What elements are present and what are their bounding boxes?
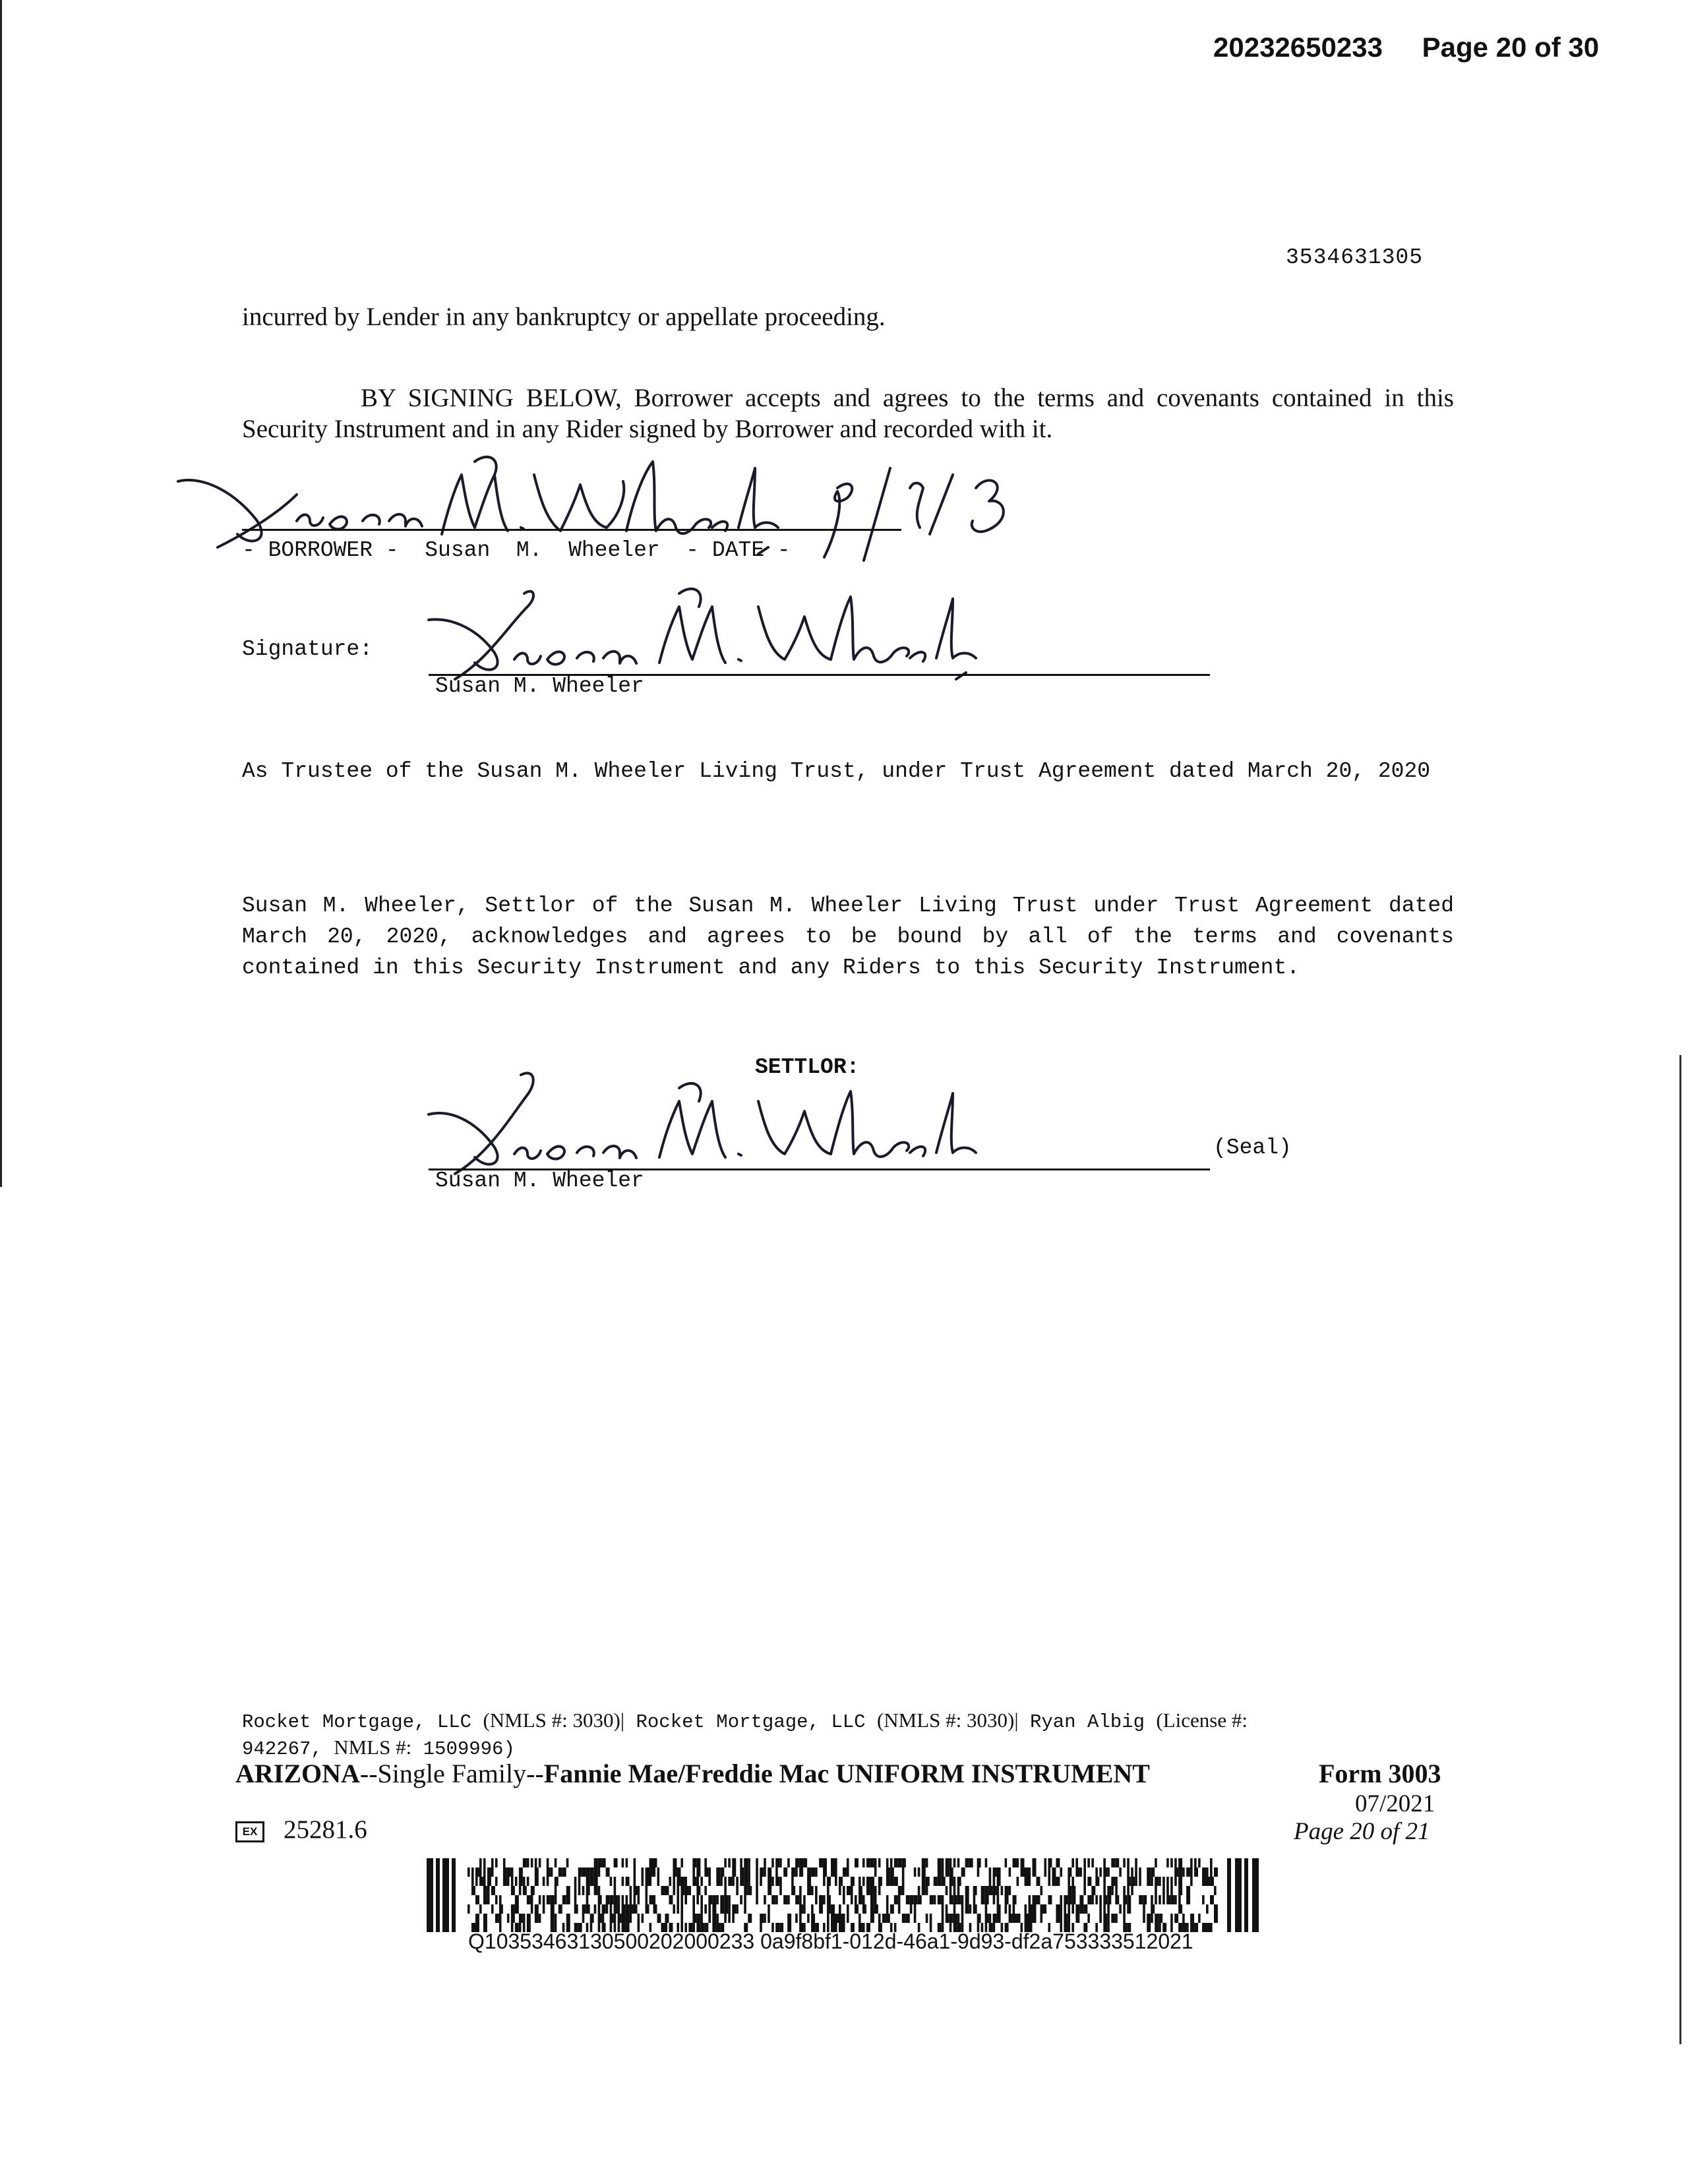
page-info: Page 20 of 30 [1422, 32, 1600, 63]
borrower-label: - BORROWER - Susan M. Wheeler - DATE - [242, 538, 791, 562]
lender-nmls-2: (NMLS #: 3030) [876, 1709, 1015, 1732]
signature-name: Susan M. Wheeler [435, 674, 644, 698]
lender-name-1: Rocket Mortgage, LLC [242, 1711, 472, 1733]
form-state: ARIZONA [235, 1759, 360, 1788]
license-number: 942267, [242, 1738, 322, 1760]
nmls-label: NMLS #: [334, 1736, 412, 1759]
form-date: 07/2021 [1355, 1790, 1435, 1817]
recording-header [1213, 32, 1599, 63]
barcode-icon [427, 1858, 1263, 1932]
settlor-paragraph: Susan M. Wheeler, Settlor of the Susan M. Wheeler Living Trust under Trust Agreement dated March 20, 2020, acknowledges and agrees to be bound by all of the terms and covenants contained in this Security Instrument and any Riders to this Security Instrument. [242, 894, 1454, 980]
doc-code: 25281.6 [284, 1815, 367, 1844]
scan-edge-right [1679, 1055, 1681, 2044]
paragraph-incurred: incurred by Lender in any bankruptcy or appellate proceeding. [242, 303, 886, 331]
form-number: Form 3003 [1319, 1759, 1441, 1788]
ex-icon: EX [235, 1821, 264, 1842]
barcode-text: Q10353463130500202000233 0a9f8bf1-012d-46a1-9d93-df2a753333512021 [468, 1929, 1193, 1953]
recording-number: 20232650233 [1213, 32, 1383, 63]
paragraph-signing-text: BY SIGNING BELOW, Borrower accepts and agrees to the terms and covenants contained in this Security Instrument and in any Rider signed by Borrower and recorded with it. [242, 384, 1454, 443]
seal-label: (Seal) [1213, 1136, 1292, 1160]
settlor-label: SETTLOR: [755, 1055, 860, 1079]
footer-lender-info [242, 1708, 1402, 1762]
separator-2: | [1014, 1709, 1019, 1732]
originator-name: Ryan Albig [1029, 1711, 1145, 1733]
lender-nmls-1: (NMLS #: 3030) [483, 1709, 620, 1732]
settlor-name: Susan M. Wheeler [435, 1168, 644, 1193]
trustee-paragraph: As Trustee of the Susan M. Wheeler Living Trust, under Trust Agreement dated March 20, 2020 [242, 759, 1431, 783]
license-label: (License #: [1156, 1709, 1248, 1732]
form-page: Page 20 of 21 [1294, 1818, 1430, 1845]
form-title [235, 1758, 1150, 1789]
borrower-signature-line [242, 529, 901, 531]
loan-number: 3534631305 [1286, 245, 1424, 270]
settlor-signature [415, 1055, 1009, 1187]
scan-edge-left [0, 0, 2, 1187]
form-title-bold: Fannie Mae/Freddie Mac UNIFORM INSTRUMENT [543, 1759, 1150, 1788]
lender-name-2: Rocket Mortgage, LLC [636, 1711, 866, 1733]
nmls-number: 1509996) [423, 1738, 515, 1760]
separator-1: | [620, 1709, 625, 1732]
form-type: --Single Family-- [359, 1759, 544, 1788]
paragraph-signing [242, 382, 1454, 444]
signature-label: Signature: [242, 637, 373, 661]
